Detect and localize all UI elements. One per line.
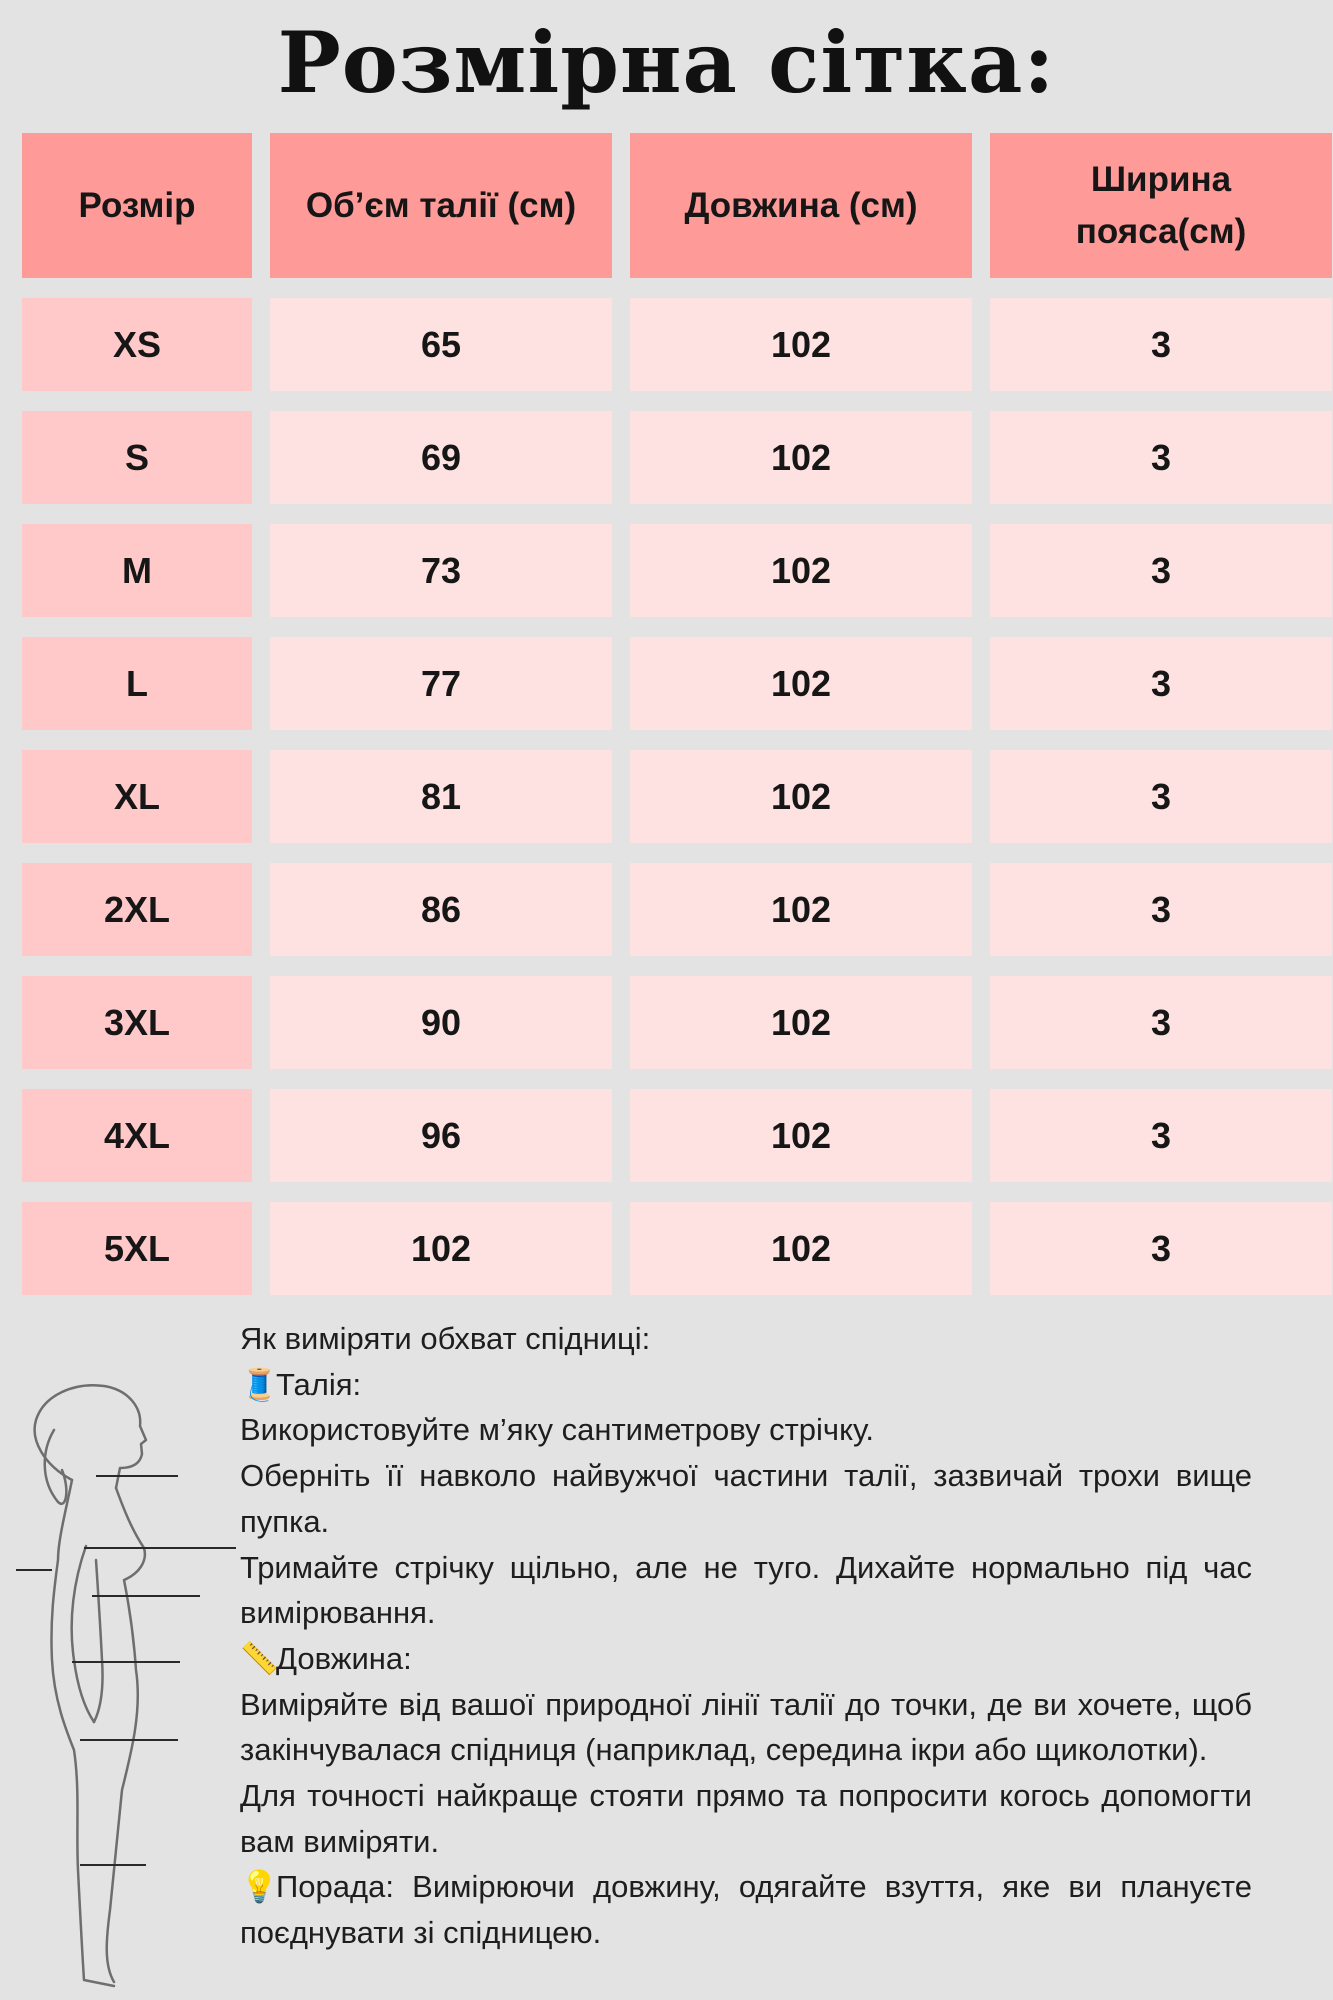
cell-size: XL — [22, 750, 252, 843]
waist-label: Талія: — [276, 1366, 362, 1402]
size-table — [22, 133, 1332, 1315]
cell-belt-width: 3 — [990, 411, 1332, 504]
cell-size: S — [22, 411, 252, 504]
cell-length: 102 — [630, 524, 972, 617]
cell-size: 3XL — [22, 976, 252, 1069]
cell-length: 102 — [630, 976, 972, 1069]
cell-waist: 77 — [270, 637, 612, 730]
cell-waist: 69 — [270, 411, 612, 504]
cell-size: 4XL — [22, 1089, 252, 1182]
cell-size: XS — [22, 298, 252, 391]
cell-length: 102 — [630, 298, 972, 391]
cell-length: 102 — [630, 411, 972, 504]
lightbulb-icon: 💡 — [240, 1869, 279, 1905]
header-size: Розмір — [22, 133, 252, 278]
cell-size: M — [22, 524, 252, 617]
cell-waist: 90 — [270, 976, 612, 1069]
cell-belt-width: 3 — [990, 976, 1332, 1069]
cell-length: 102 — [630, 1202, 972, 1295]
page-title: Розмірна сітка: — [277, 13, 1056, 112]
length-label: Довжина: — [276, 1640, 412, 1676]
length-section-title — [240, 1636, 1252, 1682]
cell-belt-width: 3 — [990, 863, 1332, 956]
cell-belt-width: 3 — [990, 298, 1332, 391]
tip-paragraph — [240, 1864, 1252, 1955]
cell-waist: 102 — [270, 1202, 612, 1295]
cell-waist: 86 — [270, 863, 612, 956]
cell-size: 5XL — [22, 1202, 252, 1295]
cell-length: 102 — [630, 1089, 972, 1182]
cell-waist: 96 — [270, 1089, 612, 1182]
thread-icon: 🧵 — [240, 1366, 279, 1402]
header-belt-width: Ширина пояса(см) — [990, 133, 1332, 278]
waist-step-1: Використовуйте м’яку сантиметрову стрічку. — [240, 1412, 874, 1448]
ruler-icon: 📏 — [240, 1640, 279, 1676]
cell-belt-width: 3 — [990, 1089, 1332, 1182]
header-length: Довжина (см) — [630, 133, 972, 278]
length-step-2: Для точності найкраще стояти прямо та попросити когось допомогти вам виміряти. — [240, 1778, 1252, 1859]
waist-step-2: Оберніть її навколо найвужчої частини талії, зазвичай трохи вище пупка. — [240, 1458, 1252, 1539]
measurement-instructions — [240, 1316, 1252, 1956]
instructions-heading: Як виміряти обхват спідниці: — [240, 1321, 651, 1356]
header-waist: Об’єм талії (см) — [270, 133, 612, 278]
body-measurement-figure — [14, 1370, 244, 2000]
tip-text: Порада: Вимірюючи довжину, одягайте взуття, яке ви плануєте поєднувати зі спідницею. — [240, 1869, 1252, 1951]
waist-step-3: Тримайте стрічку щільно, але не туго. Дихайте нормально під час вимірювання. — [240, 1549, 1252, 1631]
cell-belt-width: 3 — [990, 524, 1332, 617]
length-step-1: Виміряйте від вашої природної лінії талії до точки, де ви хочете, щоб закінчувалася спідниця (наприклад, середина ікри або щиколотки). — [240, 1686, 1252, 1768]
cell-length: 102 — [630, 637, 972, 730]
cell-length: 102 — [630, 863, 972, 956]
cell-waist: 65 — [270, 298, 612, 391]
cell-belt-width: 3 — [990, 1202, 1332, 1295]
cell-belt-width: 3 — [990, 637, 1332, 730]
waist-section-title — [240, 1362, 1252, 1408]
cell-waist: 81 — [270, 750, 612, 843]
cell-waist: 73 — [270, 524, 612, 617]
cell-length: 102 — [630, 750, 972, 843]
cell-belt-width: 3 — [990, 750, 1332, 843]
cell-size: 2XL — [22, 863, 252, 956]
cell-size: L — [22, 637, 252, 730]
